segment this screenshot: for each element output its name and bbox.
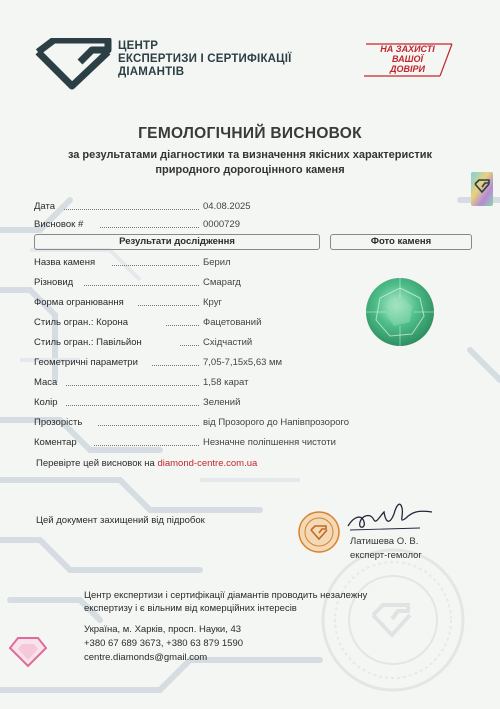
- verification-note: [36, 458, 257, 469]
- dotted-leader: [138, 305, 199, 306]
- field-label: Геометричні параметри: [34, 357, 138, 368]
- date-label: Дата: [34, 201, 56, 212]
- field-label: Різновид: [34, 277, 74, 288]
- dotted-leader: [166, 325, 199, 326]
- slogan: [360, 40, 455, 74]
- field-label: Колір: [34, 397, 58, 408]
- field-label: Форма огранювання: [34, 297, 124, 308]
- expert-name: Латишева О. В.: [350, 536, 419, 547]
- field-row-weight: [34, 376, 334, 390]
- field-label: Маса: [34, 377, 58, 388]
- independence-statement: Центр експертизи і сертифікації діамантів проводить незалежну експертизу і є вільним від комерційних інтересів: [84, 590, 368, 614]
- field-value: Смарагд: [203, 277, 241, 288]
- field-label: Назва каменя: [34, 257, 96, 268]
- field-row-pavilion-style: [34, 336, 334, 350]
- field-row-transparency: [34, 416, 350, 430]
- field-row-dimensions: [34, 356, 334, 370]
- dotted-leader: [152, 365, 199, 366]
- field-row-crown-style: [34, 316, 334, 330]
- subtitle-line2: природного дорогоцінного каменя: [155, 164, 345, 176]
- date-row: [34, 200, 334, 214]
- field-row-color: [34, 396, 334, 410]
- dotted-leader: [94, 445, 199, 446]
- field-value: Фацетований: [203, 317, 262, 328]
- photo-section-header: Фото каменя: [330, 234, 472, 250]
- expert-role: експерт-гемолог: [350, 550, 422, 561]
- field-label: Прозорість: [34, 417, 83, 428]
- dotted-leader: [98, 425, 199, 426]
- org-name-line2: ЕКСПЕРТИЗИ І СЕРТИФІКАЦІЇ: [118, 53, 292, 65]
- field-row-name: [34, 256, 334, 270]
- field-row-variety: [34, 276, 334, 290]
- dotted-leader: [112, 265, 199, 266]
- field-value: Незначне поліпшення чистоти: [203, 437, 336, 448]
- field-value: 7,05-7,15x5,63 мм: [203, 357, 283, 368]
- expert-signature: [340, 494, 440, 538]
- subtitle-line1: за результатами діагностики та визначення якісних характеристик: [67, 149, 433, 161]
- address: Україна, м. Харків, просп. Науки, 43: [84, 624, 242, 635]
- report-value: 0000729: [203, 219, 240, 230]
- dotted-leader: [66, 405, 199, 406]
- field-label: Стиль огран.: Корона: [34, 317, 129, 328]
- emerald-photo: [364, 276, 436, 348]
- verify-text: Перевірте цей висновок на: [36, 458, 158, 469]
- field-value: від Прозорого до Напівпрозорого: [203, 417, 350, 428]
- field-value: Зелений: [203, 397, 241, 408]
- slogan-line1: НА ЗАХИСТІ: [380, 44, 435, 54]
- brand-logo-icon: [34, 38, 114, 90]
- field-value: Круг: [203, 297, 222, 308]
- field-value: 1,58 карат: [203, 377, 249, 388]
- official-seal-icon: [298, 511, 340, 553]
- verify-site-link[interactable]: diamond-centre.com.ua: [157, 458, 258, 469]
- field-label: Стиль огран.: Павільйон: [34, 337, 142, 348]
- field-value: Східчастий: [203, 337, 253, 348]
- document-subtitle: [40, 148, 460, 178]
- slogan-line3: ДОВІРИ: [390, 64, 425, 74]
- field-label: Коментар: [34, 437, 77, 448]
- slogan-line2: ВАШОЇ: [392, 54, 423, 64]
- dotted-leader: [180, 345, 199, 346]
- dotted-leader: [100, 227, 199, 228]
- date-value: 04.08.2025: [203, 201, 251, 212]
- field-row-comment: [34, 436, 334, 450]
- decorative-gem-icon: [8, 630, 48, 670]
- results-section-header: Результати дослідження: [34, 234, 320, 250]
- email-address[interactable]: centre.diamonds@gmail.com: [84, 652, 208, 663]
- embossed-stamp-icon: [318, 545, 468, 695]
- field-value: Берил: [203, 257, 231, 268]
- hologram-sticker-icon: [471, 172, 493, 206]
- org-name-line3: ДІАМАНТІВ: [118, 66, 185, 78]
- report-number-row: [34, 218, 334, 232]
- field-row-cut-shape: [34, 296, 334, 310]
- phone-numbers: +380 67 689 3673, +380 63 879 1590: [84, 638, 244, 649]
- report-label: Висновок #: [34, 219, 84, 230]
- document-title: ГЕМОЛОГІЧНИЙ ВИСНОВОК: [138, 125, 362, 142]
- dotted-leader: [66, 385, 199, 386]
- organization-name: [118, 40, 348, 79]
- dotted-leader: [84, 285, 199, 286]
- protection-note: Цей документ захищений від підробок: [36, 515, 205, 526]
- dotted-leader: [64, 209, 199, 210]
- org-name-line1: ЦЕНТР: [118, 40, 159, 52]
